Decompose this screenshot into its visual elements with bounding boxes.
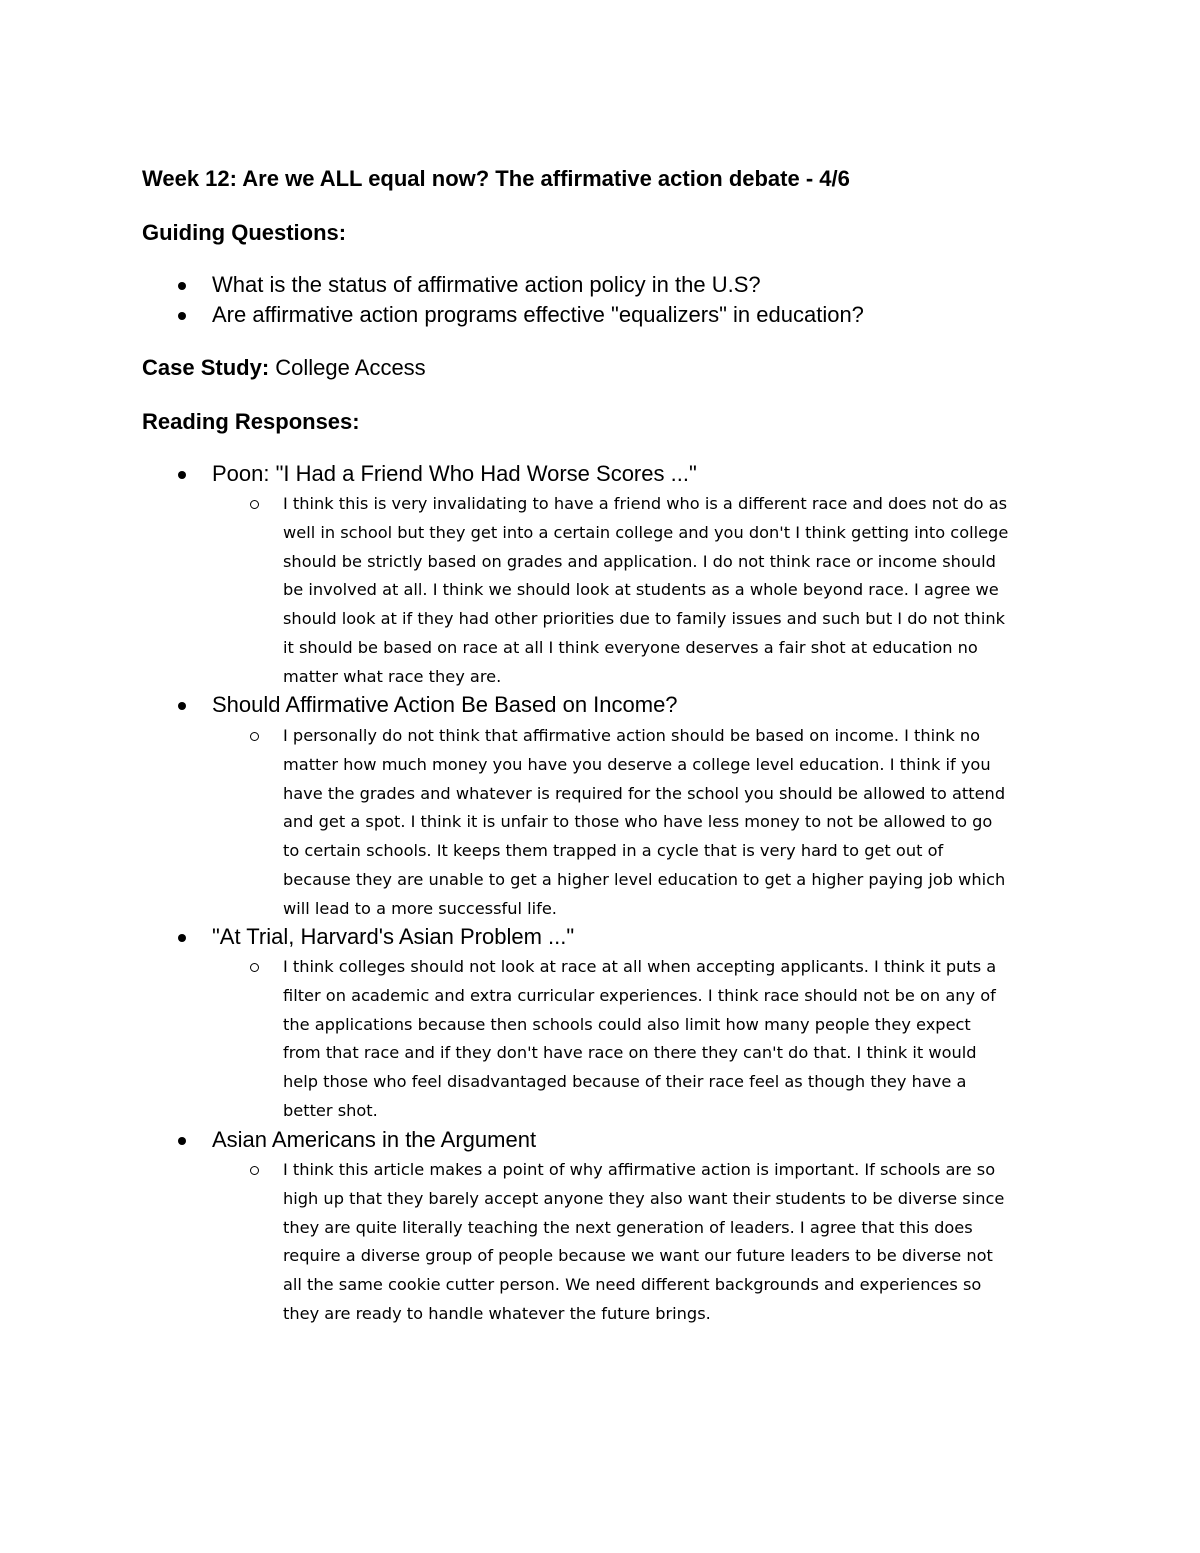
reading-responses-label: Reading Responses: <box>142 409 360 434</box>
hollow-bullet-icon <box>250 732 259 741</box>
bullet-dot-icon <box>178 282 186 290</box>
response-line: should look at if they had other priorities due to family issues and such but I do not think <box>283 609 1005 629</box>
reading-title: Poon: "I Had a Friend Who Had Worse Scores ..." <box>212 461 697 486</box>
response-line: matter what race they are. <box>283 666 502 686</box>
response-line: to certain schools. It keeps them trapped in a cycle that is very hard to get out of <box>283 841 944 861</box>
response-line: be involved at all. I think we should look at students as a whole beyond race. I agree we <box>283 580 999 600</box>
response-line: I think this is very invalidating to have a friend who is a different race and does not do as <box>283 494 1008 513</box>
reading-title: Asian Americans in the Argument <box>212 1127 537 1152</box>
response-line: they are ready to handle whatever the future brings. <box>283 1304 711 1323</box>
hollow-bullet-icon <box>250 1166 259 1175</box>
response-line: better shot. <box>283 1101 378 1120</box>
response-line: high up that they barely accept anyone they also want their students to be diverse since <box>283 1188 1005 1208</box>
guiding-question-text: What is the status of affirmative action policy in the U.S? <box>212 272 761 297</box>
reading-title: "At Trial, Harvard's Asian Problem ..." <box>212 924 575 949</box>
reading-responses-heading <box>142 407 360 437</box>
response-line: help those who feel disadvantaged because of their race feel as though they have a <box>283 1072 967 1092</box>
reading-title: Should Affirmative Action Be Based on Income? <box>212 692 678 717</box>
response-line: and get a spot. I think it is unfair to those who have less money to not be allowed to go <box>283 812 993 832</box>
bullet-dot-icon <box>178 702 186 710</box>
bullet-dot-icon <box>178 471 186 479</box>
response-line: will lead to a more successful life. <box>283 898 557 918</box>
response-line: because they are unable to get a higher level education to get a higher paying job which <box>283 870 1006 889</box>
response-line: require a diverse group of people because we want our future leaders to be diverse not <box>283 1246 993 1266</box>
response-line: should be strictly based on grades and application. I do not think race or income should <box>283 551 996 571</box>
response-line: well in school but they get into a certain college and you don't I think getting into college <box>283 522 1009 542</box>
case-study-label: Case Study: <box>142 355 270 380</box>
case-study-value: College Access <box>269 355 426 380</box>
response-line: the applications because then schools could also limit how many people they expect <box>283 1014 971 1034</box>
guiding-questions-heading <box>142 218 346 248</box>
response-line: they are quite literally teaching the next generation of leaders. I agree that this does <box>283 1217 973 1237</box>
response-line: filter on academic and extra curricular experiences. I think race should not be on any of <box>283 985 996 1005</box>
hollow-bullet-icon <box>250 963 259 972</box>
response-line: all the same cookie cutter person. We need different backgrounds and experiences so <box>283 1275 982 1295</box>
bullet-dot-icon <box>178 1137 186 1145</box>
response-line: it should be based on race at all I think everyone deserves a fair shot at education no <box>283 638 978 657</box>
response-line: have the grades and whatever is required for the school you should be allowed to attend <box>283 783 1006 803</box>
guiding-question-text: Are affirmative action programs effective "equalizers" in education? <box>212 302 864 327</box>
document-title: Week 12: Are we ALL equal now? The affirmative action debate - 4/6 <box>142 166 850 191</box>
response-line: I personally do not think that affirmative action should be based on income. I think no <box>283 726 981 745</box>
response-line: from that race and if they don't have race on there they can't do that. I think it would <box>283 1043 977 1063</box>
guiding-questions-label: Guiding Questions: <box>142 220 347 245</box>
bullet-dot-icon <box>178 312 186 320</box>
response-line: I think colleges should not look at race at all when accepting applicants. I think it puts a <box>283 957 997 976</box>
response-line: I think this article makes a point of why affirmative action is important. If schools are so <box>283 1160 996 1179</box>
case-study-heading <box>142 353 426 383</box>
hollow-bullet-icon <box>250 500 259 509</box>
response-line: matter how much money you have you deserve a college level education. I think if you <box>283 754 991 774</box>
bullet-dot-icon <box>178 934 186 942</box>
